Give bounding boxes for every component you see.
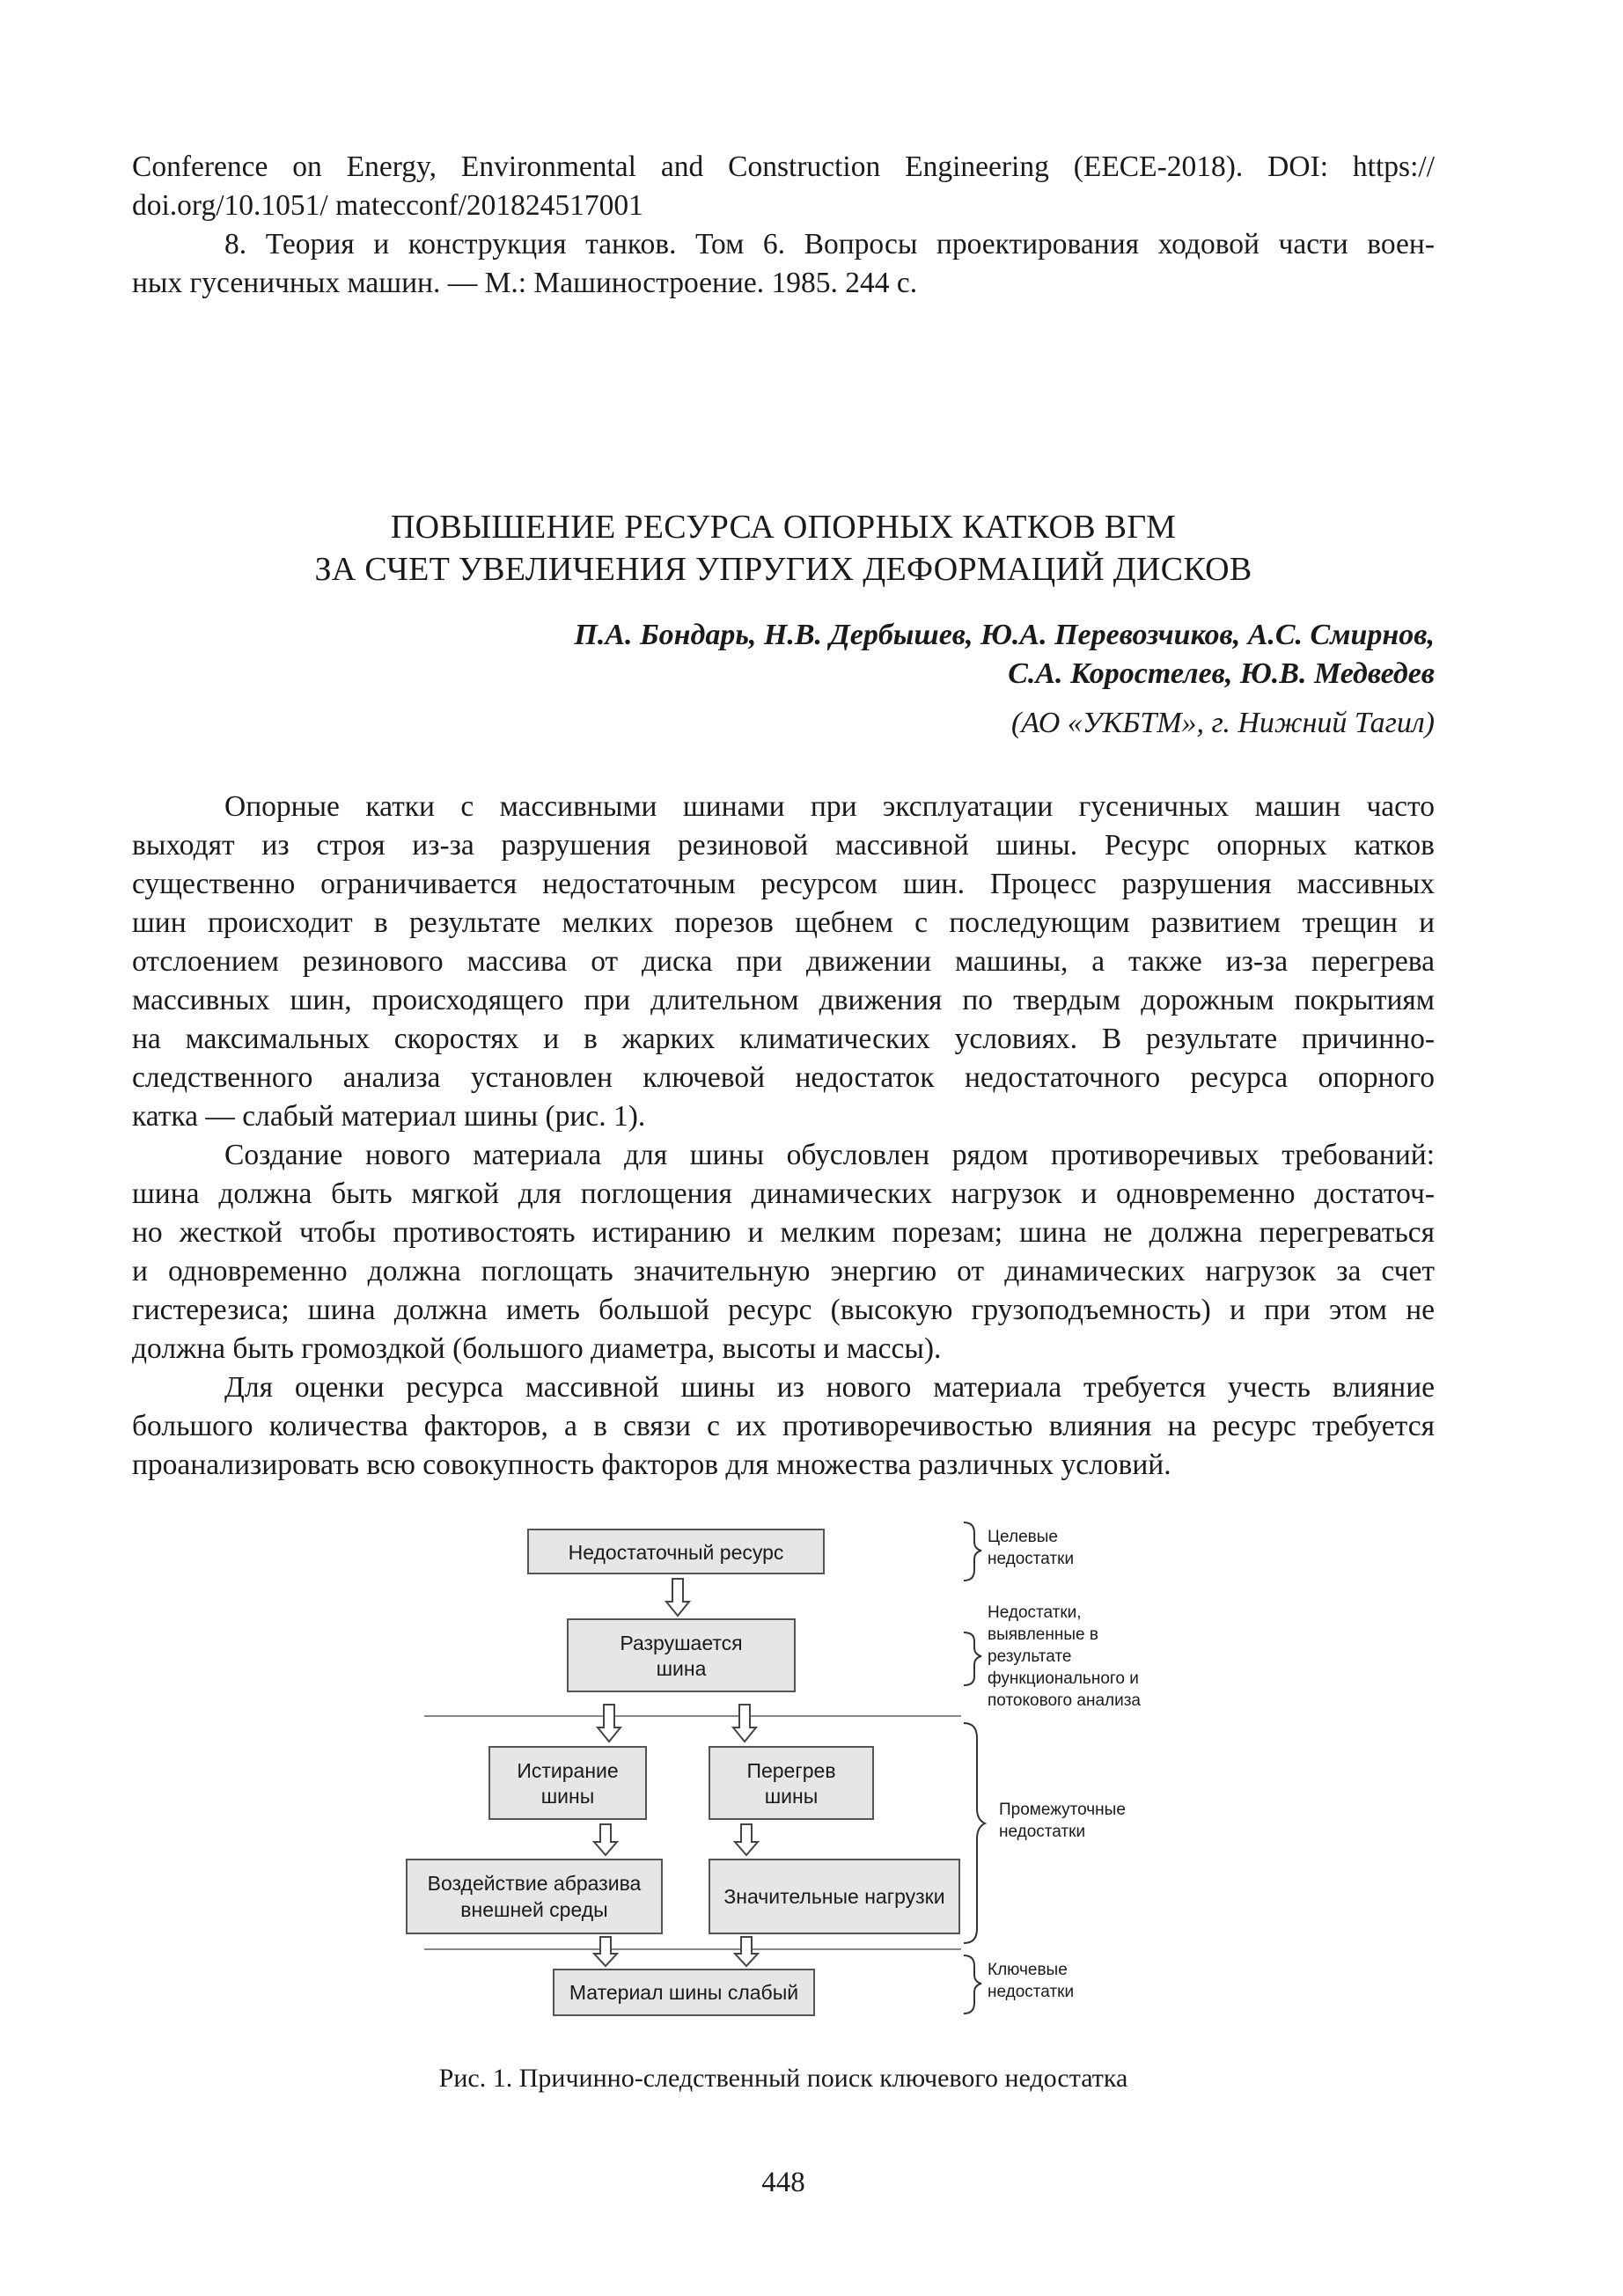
p1-line: Опорные катки с массивными шинами при эксплуатации гусеничных машин часто xyxy=(224,790,1435,823)
box-text: Материал шины слабый xyxy=(569,1981,799,2004)
brace-icon xyxy=(964,1632,981,1685)
box-tire-overheat xyxy=(709,1747,873,1819)
p2-line: должна быть громоздкой (большого диаметра, высоты и массы). xyxy=(132,1332,942,1365)
title-line-1: ПОВЫШЕНИЕ РЕСУРСА ОПОРНЫХ КАТКОВ ВГМ xyxy=(390,509,1177,546)
figure-caption: Рис. 1. Причинно-следственный поиск ключевого недостатка xyxy=(438,2064,1128,2093)
box-text: Недостаточный ресурс xyxy=(568,1541,784,1564)
box-text: шины xyxy=(540,1785,595,1808)
label-text: Ключевые xyxy=(988,1961,1068,1979)
arrow-down-icon xyxy=(598,1705,621,1742)
p3-line: проанализировать всю совокупность факторов для множества различных условий. xyxy=(132,1449,1171,1481)
label-text: результате xyxy=(988,1647,1072,1666)
box-text: Истирание xyxy=(517,1759,619,1782)
affiliation: (АО «УКБТМ», г. Нижний Тагил) xyxy=(1010,707,1435,739)
label-text: недостатки xyxy=(999,1823,1086,1841)
p1-line: следственного анализа установлен ключевой недостаток недостаточного ресурса опорного xyxy=(132,1061,1435,1094)
box-text: внешней среды xyxy=(460,1898,608,1921)
label-text: потокового анализа xyxy=(988,1691,1141,1710)
arrow-down-icon xyxy=(735,1824,758,1855)
p1-line: отслоением резинового массива от диска при движении машины, а также из-за перегрева xyxy=(132,945,1435,978)
brace-icon xyxy=(964,1723,985,1943)
label-text: Недостатки, xyxy=(988,1603,1082,1622)
reference-7-line-2: doi.org/10.1051/ matecconf/201824517001 xyxy=(132,189,643,222)
title-line-2: ЗА СЧЕТ УВЕЛИЧЕНИЯ УПРУГИХ ДЕФОРМАЦИЙ ДИСКОВ xyxy=(314,551,1252,588)
reference-8-line-1: 8. Теория и конструкция танков. Том 6. Вопросы проектирования ходовой части воен- xyxy=(224,228,1435,260)
arrow-down-icon xyxy=(666,1579,689,1616)
label-text: выявленные в xyxy=(988,1625,1098,1644)
box-text: шины xyxy=(764,1785,819,1808)
arrow-down-icon xyxy=(594,1824,617,1855)
box-text: Значительные нагрузки xyxy=(723,1885,945,1908)
authors-line-2: С.А. Коростелев, Ю.В. Медведев xyxy=(1008,657,1435,690)
p3-line: большого количества факторов, а в связи с их противоречивостью влияния на ресурс требуется xyxy=(132,1410,1435,1442)
box-text: шина xyxy=(656,1657,707,1680)
p1-line: катка — слабый материал шины (рис. 1). xyxy=(132,1100,646,1133)
authors-line-1: П.А. Бондарь, Н.В. Дербышев, Ю.А. Перевозчиков, А.С. Смирнов, xyxy=(574,619,1435,651)
p1-line: шин происходит в результате мелких порезов щебнем с последующим развитием трещин и xyxy=(132,906,1435,939)
arrow-down-icon xyxy=(735,1937,758,1966)
label-text: Целевые xyxy=(988,1528,1058,1546)
p1-line: существенно ограничивается недостаточным ресурсом шин. Процесс разрушения массивных xyxy=(132,868,1435,900)
p2-line: и одновременно должна поглощать значительную энергию от динамических нагрузок за счет xyxy=(132,1255,1435,1287)
arrow-down-icon xyxy=(594,1937,617,1966)
p2-line: гистерезиса; шина должна иметь большой ресурс (высокую грузоподъемность) и при этом не xyxy=(132,1294,1435,1326)
box-text: Разрушается xyxy=(620,1632,743,1654)
page-number: 448 xyxy=(761,2167,805,2198)
arrow-down-icon xyxy=(733,1705,756,1742)
p1-line: массивных шин, происходящего при длительном движения по твердым дорожным покрытиям xyxy=(132,984,1435,1016)
label-text: недостатки xyxy=(988,1550,1075,1568)
box-text: Воздействие абразива xyxy=(427,1872,642,1895)
p2-line: шина должна быть мягкой для поглощения динамических нагрузок и одновременно достаточ- xyxy=(132,1177,1435,1210)
p1-line: выходят из строя из-за разрушения резиновой массивной шины. Ресурс опорных катков xyxy=(132,829,1435,862)
p2-line: но жесткой чтобы противостоять истиранию и мелким порезам; шина не должна перегреваться xyxy=(132,1216,1435,1249)
label-text: функционального и xyxy=(988,1669,1139,1688)
brace-icon xyxy=(964,1955,981,2014)
label-text: Промежуточные xyxy=(999,1801,1126,1819)
box-text: Перегрев xyxy=(746,1759,836,1782)
reference-8-line-2: ных гусеничных машин. — М.: Машиностроение. 1985. 244 с. xyxy=(132,267,918,299)
box-tire-destroyed xyxy=(568,1619,795,1691)
p3-line: Для оценки ресурса массивной шины из нового материала требуется учесть влияние xyxy=(224,1371,1435,1404)
reference-7-line-1: Conference on Energy, Environmental and Construction Engineering (EECE-2018). DOI: https:// xyxy=(132,150,1435,183)
box-abrasive xyxy=(407,1860,662,1933)
box-tire-wear xyxy=(489,1747,646,1819)
brace-icon xyxy=(964,1522,981,1581)
label-text: недостатки xyxy=(988,1983,1075,2001)
p2-line: Создание нового материала для шины обусловлен рядом противоречивых требований: xyxy=(224,1139,1435,1171)
p1-line: на максимальных скоростях и в жарких климатических условиях. В результате причинно- xyxy=(132,1023,1435,1055)
